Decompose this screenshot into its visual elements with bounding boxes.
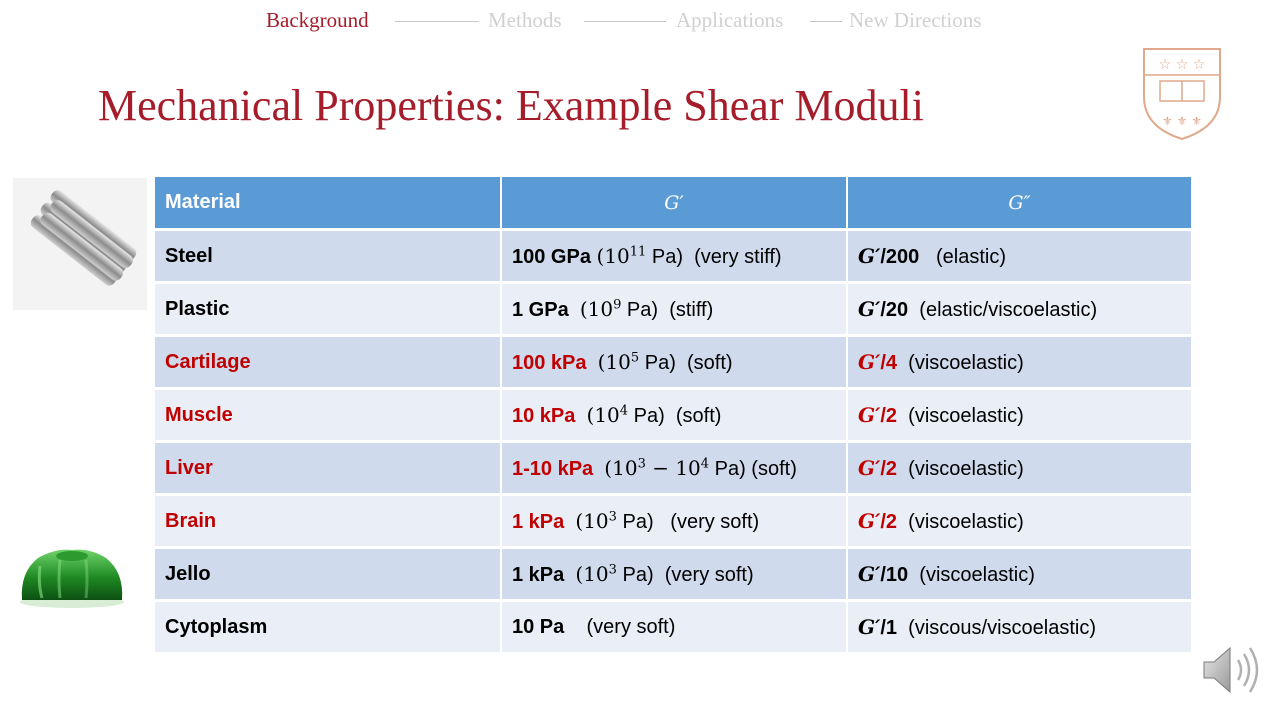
material-name: Jello: [155, 548, 501, 601]
modulus-value: 10 kPa: [512, 404, 576, 427]
svg-text:☆ ☆ ☆: ☆ ☆ ☆: [1158, 57, 1206, 73]
modulus-value: 1 GPa: [512, 298, 569, 321]
storage-modulus-cell: 1-10 kPa ($10^3 - 10^4$ Pa) (soft): [501, 442, 847, 495]
storage-modulus-cell: 100 kPa ($10^5$ Pa) (soft): [501, 336, 847, 389]
material-name: Muscle: [155, 389, 501, 442]
table-row: [155, 548, 1192, 601]
modulus-value: 100 GPa: [512, 245, 591, 268]
steel-rods-icon: [13, 178, 147, 310]
header-storage-modulus: G′: [501, 177, 847, 230]
table-row: [155, 283, 1192, 336]
slide-title: Mechanical Properties: Example Shear Moduli: [98, 81, 924, 130]
storage-modulus-cell: 100 GPa ($10^{11}$ Pa) (very stiff): [501, 230, 847, 283]
storage-modulus-cell: 1 GPa ($10^9$ Pa) (stiff): [501, 283, 847, 336]
nav-divider: [395, 21, 479, 22]
modulus-value: 1-10 kPa: [512, 457, 594, 480]
table-row: [155, 601, 1192, 654]
header-material: Material: [155, 177, 501, 230]
material-name: Plastic: [155, 283, 501, 336]
svg-text:⚜ ⚜ ⚜: ⚜ ⚜ ⚜: [1162, 114, 1202, 128]
loss-modulus-cell: G′/1 (viscous/viscoelastic): [847, 601, 1192, 654]
nav-item-background[interactable]: Background: [266, 8, 369, 32]
nav-divider: [584, 21, 666, 22]
loss-modulus-cell: G′/200 (elastic): [847, 230, 1192, 283]
table-row: [155, 336, 1192, 389]
material-name: Cartilage: [155, 336, 501, 389]
header-loss-modulus: G″: [847, 177, 1192, 230]
modulus-value: 10 Pa: [512, 615, 565, 638]
nav-item-methods[interactable]: Methods: [488, 8, 562, 32]
loss-modulus-cell: G′/10 (viscoelastic): [847, 548, 1192, 601]
material-name: Liver: [155, 442, 501, 495]
speaker-icon[interactable]: [1200, 642, 1266, 698]
table-row: [155, 389, 1192, 442]
loss-modulus-cell: G′/2 (viscoelastic): [847, 495, 1192, 548]
material-name: Brain: [155, 495, 501, 548]
modulus-value: 1 kPa: [512, 510, 565, 533]
nav-item-new-directions[interactable]: New Directions: [849, 8, 982, 32]
nav-divider: [810, 21, 842, 22]
jello-mold-icon: [16, 544, 128, 610]
table-row: [155, 442, 1192, 495]
loss-modulus-cell: G′/2 (viscoelastic): [847, 389, 1192, 442]
loss-modulus-cell: G′/20 (elastic/viscoelastic): [847, 283, 1192, 336]
material-name: Steel: [155, 230, 501, 283]
storage-modulus-cell: 1 kPa ($10^3$ Pa) (very soft): [501, 495, 847, 548]
table-row: [155, 230, 1192, 283]
storage-modulus-cell: 10 Pa (very soft): [501, 601, 847, 654]
loss-modulus-cell: G′/2 (viscoelastic): [847, 442, 1192, 495]
university-crest-icon: [1140, 45, 1224, 141]
material-name: Cytoplasm: [155, 601, 501, 654]
modulus-value: 1 kPa: [512, 563, 565, 586]
table-header-row: [155, 177, 1192, 230]
modulus-value: 100 kPa: [512, 351, 587, 374]
storage-modulus-cell: 10 kPa ($10^4$ Pa) (soft): [501, 389, 847, 442]
storage-modulus-cell: 1 kPa ($10^3$ Pa) (very soft): [501, 548, 847, 601]
shear-moduli-table: [155, 177, 1193, 655]
table-row: [155, 495, 1192, 548]
section-nav: [0, 8, 1280, 36]
nav-item-applications[interactable]: Applications: [676, 8, 784, 32]
loss-modulus-cell: G′/4 (viscoelastic): [847, 336, 1192, 389]
